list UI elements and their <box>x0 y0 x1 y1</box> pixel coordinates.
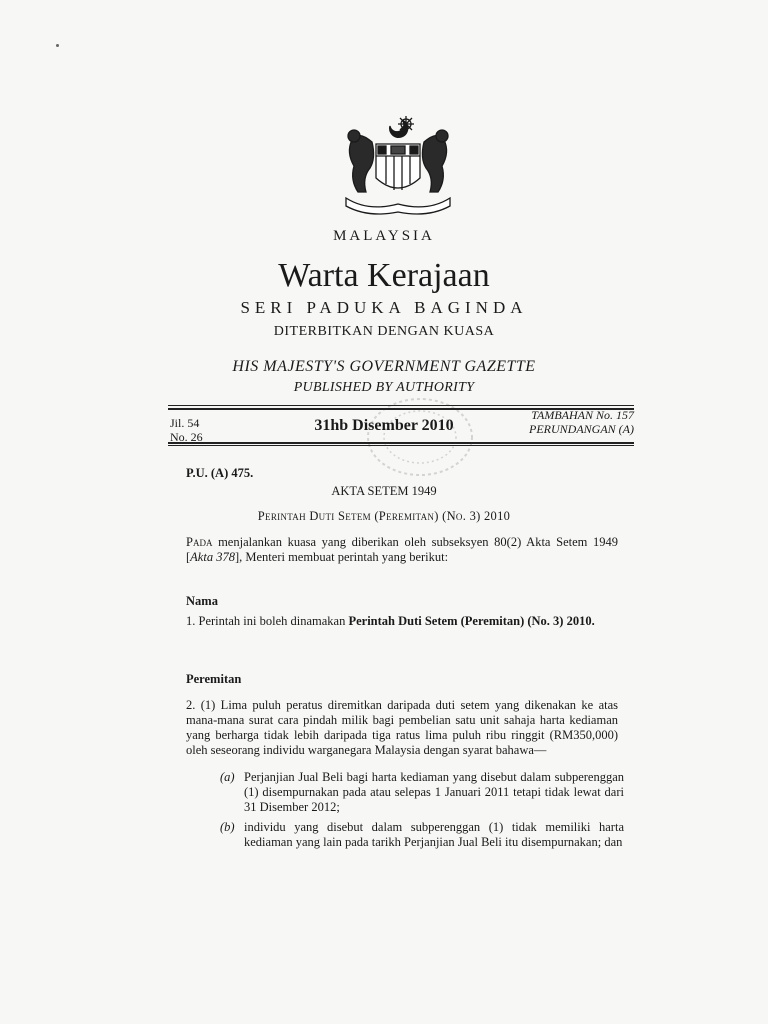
published-by-authority: PUBLISHED BY AUTHORITY <box>293 380 475 395</box>
section-2-text: 2. (1) Lima puluh peratus diremitkan daripada duti setem yang dikenakan ke atas mana-mana surat cara pindah milik bagi pembelian satu unit sahaja harta kediaman yang berharga tidak lebih daripada tiga ratus lima puluh ribu ringgit (RM350,000) oleh seseorang individu warganegara Malaysia dengan syarat bahawa— <box>186 698 618 757</box>
enacting-text: menjalankan kuasa yang diberikan oleh subseksyen 80(2) Akta Setem 1949 [ <box>186 535 618 564</box>
issue-number: No. 26 <box>170 430 203 444</box>
supplement-number: TAMBAHAN No. 157 <box>531 408 634 422</box>
country-name: MALAYSIA <box>333 228 435 244</box>
gazette-title: Warta Kerajaan <box>278 257 490 294</box>
his-majesty-gazette: HIS MAJESTY'S GOVERNMENT GAZETTE <box>232 358 536 375</box>
issue-date: 31hb Disember 2010 <box>314 417 454 434</box>
item-label: (a) <box>220 770 235 784</box>
order-title: Perintah Duti Setem (Peremitan) (No. 3) 2010 <box>257 509 511 523</box>
enacting-clause <box>186 535 618 565</box>
supplement-info <box>529 408 634 436</box>
act-title: AKTA SETEM 1949 <box>331 484 437 498</box>
act-reference: Akta 378 <box>190 550 235 564</box>
pu-number: P.U. (A) 475. <box>186 466 254 480</box>
section-1-lead: 1. Perintah ini boleh dinamakan <box>186 614 349 628</box>
item-text: individu yang disebut dalam subperenggan (1) tidak memiliki harta kediaman yang lain pada tarikh Perjanjian Jual Beli itu disempurnakan; dan <box>244 820 624 849</box>
section-heading-nama: Nama <box>186 594 218 608</box>
legislation-type: PERUNDANGAN (A) <box>529 422 634 436</box>
coat-of-arms-icon <box>328 112 468 216</box>
scan-speck <box>56 44 59 47</box>
item-label: (b) <box>220 820 235 834</box>
volume-number: Jil. 54 <box>170 416 200 430</box>
section-1-citation: Perintah Duti Setem (Peremitan) (No. 3) 2010. <box>348 614 595 628</box>
item-text: Perjanjian Jual Beli bagi harta kediaman yang disebut dalam subperenggan (1) disempurnakan pada atau selepas 1 Januari 2011 tetapi tidak lewat dari 31 Disember 2012; <box>244 770 624 814</box>
enacting-lead: Pada <box>186 535 213 549</box>
published-authority-malay: DITERBITKAN DENGAN KUASA <box>273 324 495 339</box>
section-1-text <box>186 614 618 629</box>
enacting-tail: ], Menteri membuat perintah yang berikut: <box>234 550 449 564</box>
seri-paduka-line: SERI PADUKA BAGINDA <box>240 298 528 317</box>
section-heading-peremitan: Peremitan <box>186 672 242 686</box>
faded-stamp-icon <box>360 392 480 482</box>
